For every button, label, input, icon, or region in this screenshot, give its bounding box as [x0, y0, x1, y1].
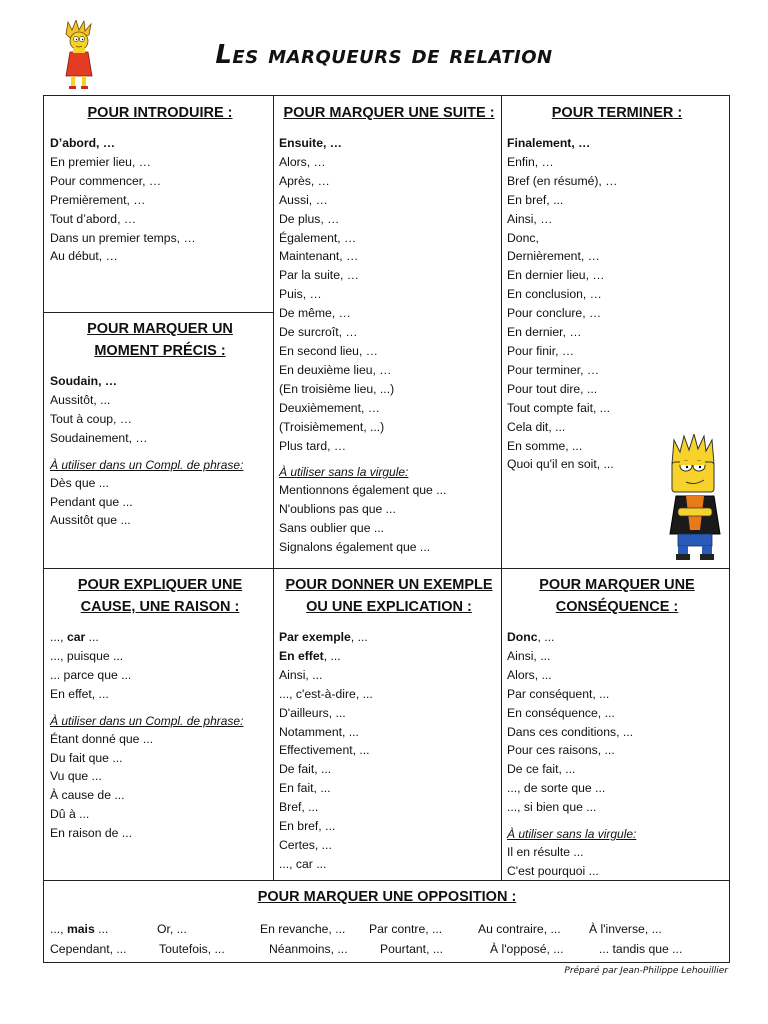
list-item: En dernier, … — [507, 325, 582, 340]
list-item — [279, 647, 499, 666]
item-keyword: Par exemple — [279, 630, 351, 644]
list-item: De ce fait, ... — [507, 762, 576, 777]
list-item: À cause de ... — [50, 788, 125, 803]
opposition-item: Toutefois, ... — [159, 942, 225, 956]
list-item: Mentionnons également que ... — [279, 483, 447, 498]
list-item: En premier lieu, … — [50, 154, 151, 169]
exemple-heading-line1: POUR DONNER UN EXEMPLE — [285, 577, 493, 593]
list-item: Maintenant, … — [279, 249, 359, 264]
list-item: Tout compte fait, ... — [507, 400, 610, 415]
list-item: Quoi qu'il en soit, ... — [507, 457, 614, 472]
item-text: , ... — [323, 648, 341, 663]
list-item: En bref, ... — [279, 819, 336, 834]
list-item: Cela dit, ... — [507, 419, 566, 434]
list-item: Dû à ... — [50, 807, 90, 822]
opposition-item: ... tandis que ... — [599, 942, 683, 956]
cause-heading-line1: POUR EXPLIQUER UNE — [77, 577, 243, 593]
list-item: Plus tard, … — [279, 438, 347, 453]
list-item: Sans oublier que ... — [279, 521, 385, 536]
list-item: (En troisième lieu, ...) — [279, 381, 395, 396]
list-item: Après, … — [279, 173, 330, 188]
opposition-item: Or, ... — [157, 922, 187, 936]
list-item: Finalement, … — [507, 136, 591, 150]
list-item: Alors, … — [279, 154, 326, 169]
terminer-section — [507, 102, 727, 474]
list-item: Bref (en résumé), … — [507, 173, 618, 188]
list-item: En bref, ... — [507, 192, 564, 207]
list-item: Aussi, … — [279, 192, 328, 207]
list-item: Donc, — [507, 230, 539, 245]
list-item: Aussitôt, ... — [50, 392, 111, 407]
opposition-item: À l'opposé, ... — [490, 942, 564, 956]
list-item: Par conséquent, ... — [507, 686, 610, 701]
list-item: Tout d’abord, … — [50, 211, 137, 226]
list-item: ..., puisque ... — [50, 648, 124, 663]
list-item: Aussitôt que ... — [50, 513, 131, 528]
list-item: N'oublions pas que ... — [279, 502, 396, 517]
opposition-item: Néanmoins, ... — [269, 942, 348, 956]
list-item: De fait, ... — [279, 762, 332, 777]
markers-table — [43, 95, 730, 963]
divider — [501, 568, 502, 880]
usage-note: À utiliser dans un Compl. de phrase: — [50, 713, 244, 728]
list-item: C'est pourquoi ... — [507, 863, 599, 878]
list-item: Pour commencer, … — [50, 173, 162, 188]
cause-section — [50, 574, 270, 843]
list-item: Enfin, … — [507, 154, 554, 169]
consequence-section — [507, 574, 727, 881]
list-item: ..., c'est-à-dire, ... — [279, 686, 373, 701]
list-item: Bref, ... — [279, 800, 319, 815]
list-item: D'ailleurs, ... — [279, 705, 346, 720]
list-item: Pour ces raisons, ... — [507, 743, 615, 758]
list-item: Vu que ... — [50, 769, 102, 784]
list-item — [507, 628, 727, 647]
moment-heading-line2: MOMENT PRÉCIS : — [94, 343, 226, 359]
list-item: Tout à coup, … — [50, 411, 132, 426]
list-item: D’abord, … — [50, 136, 116, 150]
list-item: Effectivement, ... — [279, 743, 370, 758]
page-title: Les marqueurs de relation — [215, 40, 553, 70]
list-item: Deuxièmement, … — [279, 400, 380, 415]
opposition-item — [50, 922, 108, 936]
moment-section — [50, 318, 270, 530]
list-item: Pour terminer, … — [507, 362, 600, 377]
list-item: ..., de sorte que ... — [507, 781, 606, 796]
list-item: Dès que ... — [50, 475, 109, 490]
list-item: Du fait que ... — [50, 750, 123, 765]
list-item: ... parce que ... — [50, 667, 132, 682]
item-text: ... — [85, 630, 99, 644]
cause-heading-line2: CAUSE, UNE RAISON : — [80, 599, 240, 615]
list-item: Dans un premier temps, … — [50, 230, 196, 245]
list-item: Signalons également que ... — [279, 540, 431, 555]
list-item — [50, 628, 270, 647]
list-item: Certes, ... — [279, 837, 332, 852]
bart-illustration — [664, 434, 728, 564]
list-item: Ainsi, … — [507, 211, 553, 226]
item-text: ..., — [50, 630, 67, 644]
list-item: En conclusion, … — [507, 287, 602, 302]
list-item: En deuxième lieu, … — [279, 362, 392, 377]
list-item: Il en résulte ... — [507, 845, 584, 860]
list-item: Ainsi, ... — [279, 667, 323, 682]
author-credit: Préparé par Jean-Philippe Lehouillier — [564, 966, 728, 976]
list-item: Ainsi, ... — [507, 648, 551, 663]
list-item: (Troisièmement, ...) — [279, 419, 385, 434]
list-item: En somme, ... — [507, 438, 583, 453]
suite-heading: POUR MARQUER UNE SUITE : — [283, 105, 495, 121]
list-item: Ensuite, … — [279, 136, 342, 150]
opposition-item: En revanche, ... — [260, 922, 346, 936]
moment-heading-line1: POUR MARQUER UN — [87, 321, 233, 337]
item-keyword: car — [66, 630, 86, 644]
divider — [501, 96, 502, 568]
list-item: Alors, ... — [507, 667, 552, 682]
usage-note: À utiliser sans la virgule: — [279, 465, 409, 480]
list-item: Pour finir, … — [507, 343, 575, 358]
item-text: , ... — [350, 630, 368, 644]
divider — [273, 568, 274, 880]
item-text: ..., — [50, 922, 67, 936]
list-item: Dans ces conditions, ... — [507, 724, 633, 739]
item-keyword: mais — [66, 922, 95, 936]
opposition-item: À l'inverse, ... — [589, 922, 662, 936]
item-keyword: En effet — [279, 648, 324, 663]
list-item: Étant donné que ... — [50, 731, 153, 746]
opposition-heading: POUR MARQUER UNE OPPOSITION : — [257, 889, 517, 905]
list-item: ..., si bien que ... — [507, 800, 597, 815]
item-text: , ... — [537, 630, 555, 644]
consequence-heading-line1: POUR MARQUER UNE — [539, 577, 695, 593]
divider — [44, 568, 730, 569]
list-item — [279, 628, 499, 647]
list-item: De plus, … — [279, 211, 340, 226]
list-item: En fait, ... — [279, 781, 331, 796]
list-item: Soudain, … — [50, 374, 118, 388]
usage-note: À utiliser sans la virgule: — [507, 827, 637, 842]
list-item: Pendant que ... — [50, 494, 133, 509]
list-item: De même, … — [279, 306, 351, 321]
introduire-heading: POUR INTRODUIRE : — [87, 105, 233, 121]
consequence-heading-line2: CONSÉQUENCE : — [555, 599, 679, 615]
opposition-section — [44, 886, 730, 962]
list-item: Par la suite, … — [279, 268, 359, 283]
opposition-item: Cependant, ... — [50, 942, 127, 956]
list-item: ..., car ... — [279, 856, 327, 871]
list-item: Soudainement, … — [50, 430, 148, 445]
list-item: Dernièrement, … — [507, 249, 600, 264]
list-item: En conséquence, ... — [507, 705, 615, 720]
terminer-heading: POUR TERMINER : — [551, 105, 683, 121]
list-item: Également, … — [279, 230, 357, 245]
item-keyword: Donc — [507, 630, 538, 644]
introduire-section — [50, 102, 270, 266]
list-item: En effet, ... — [50, 686, 109, 701]
list-item: En raison de ... — [50, 826, 132, 841]
list-item: De surcroît, … — [279, 325, 358, 340]
list-item: En dernier lieu, … — [507, 268, 605, 283]
opposition-item: Par contre, ... — [369, 922, 443, 936]
opposition-item: Pourtant, ... — [380, 942, 444, 956]
usage-note: À utiliser dans un Compl. de phrase: — [50, 457, 244, 472]
list-item: Puis, … — [279, 287, 322, 302]
list-item: En second lieu, … — [279, 343, 378, 358]
list-item: Au début, … — [50, 249, 118, 264]
opposition-item: Au contraire, ... — [478, 922, 561, 936]
divider — [273, 96, 274, 568]
divider — [44, 312, 273, 313]
list-item: Premièrement, … — [50, 192, 146, 207]
exemple-section — [279, 574, 499, 874]
list-item: Pour tout dire, ... — [507, 381, 598, 396]
list-item: Pour conclure, … — [507, 306, 602, 321]
item-text: ... — [94, 922, 109, 936]
exemple-heading-line2: OU UNE EXPLICATION : — [306, 599, 472, 615]
suite-section — [279, 102, 499, 557]
list-item: Notamment, ... — [279, 724, 359, 739]
